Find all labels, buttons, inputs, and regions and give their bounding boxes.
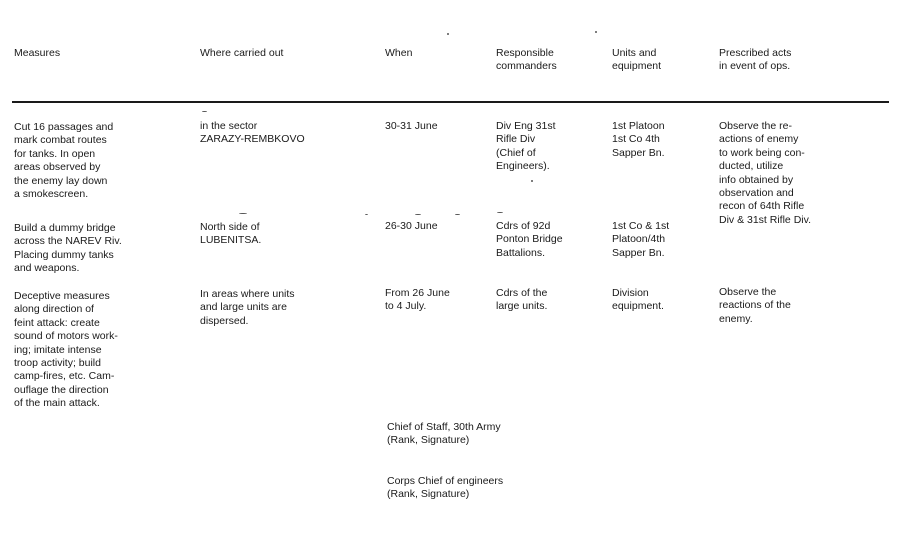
row-3-measures: Deceptive measures along direction of feint attack: create sound of motors work- ing; imitate intense troop activity; build camp-fires, etc. Cam- ouflage the direction of the main attack. xyxy=(14,290,118,410)
row-2-measures: Build a dummy bridge across the NAREV Riv. Placing dummy tanks and weapons. xyxy=(14,222,122,275)
header-divider xyxy=(12,101,889,103)
row-2-when: 26-30 June xyxy=(385,220,438,232)
row-1-when: 30-31 June xyxy=(385,120,438,132)
header-units-and-equipment: Units and equipment xyxy=(612,47,662,73)
row-3-units: Division equipment. xyxy=(612,287,664,313)
row-1-prescribed-acts: Observe the re- actions of enemy to work being con- ducted, utilize info obtained by observation and recon of 64th Rifle Div & 31st Rifle Div. xyxy=(719,120,811,226)
row-3-where: In areas where units and large units are dispersed. xyxy=(200,288,295,327)
row-1-commanders: Div Eng 31st Rifle Div (Chief of Engineers). xyxy=(496,120,556,173)
scan-speck xyxy=(239,213,247,214)
row-1-measures: Cut 16 passages and mark combat routes for tanks. In open areas observed by the enemy lay down a smokescreen. xyxy=(14,121,114,201)
scan-speck xyxy=(447,33,449,35)
scan-speck xyxy=(365,214,368,215)
header-responsible-commanders: Responsible commanders xyxy=(496,47,557,73)
scan-speck xyxy=(202,111,207,112)
header-measures: Measures xyxy=(14,47,61,59)
header-prescribed-acts: Prescribed acts in event of ops. xyxy=(719,47,792,73)
row-2-commanders: Cdrs of 92d Ponton Bridge Battalions. xyxy=(496,220,563,259)
scan-speck xyxy=(455,214,460,215)
row-2-units: 1st Co & 1st Platoon/4th Sapper Bn. xyxy=(612,220,670,259)
scan-speck xyxy=(595,31,597,33)
row-1-units: 1st Platoon 1st Co 4th Sapper Bn. xyxy=(612,120,665,159)
row-3-when: From 26 June to 4 July. xyxy=(385,287,450,313)
scan-speck xyxy=(531,180,533,182)
scan-speck xyxy=(497,212,503,213)
row-2-where: North side of LUBENITSA. xyxy=(200,221,262,247)
row-3-prescribed-acts: Observe the reactions of the enemy. xyxy=(719,286,791,325)
scan-speck xyxy=(415,214,421,215)
header-where-carried-out: Where carried out xyxy=(200,47,284,59)
row-1-where: in the sector ZARAZY-REMBKOVO xyxy=(200,120,305,146)
row-3-commanders: Cdrs of the large units. xyxy=(496,287,548,313)
signature-chief-of-staff: Chief of Staff, 30th Army (Rank, Signature) xyxy=(387,421,501,447)
signature-corps-chief-engineers: Corps Chief of engineers (Rank, Signature) xyxy=(387,475,504,501)
header-when: When xyxy=(385,47,413,59)
